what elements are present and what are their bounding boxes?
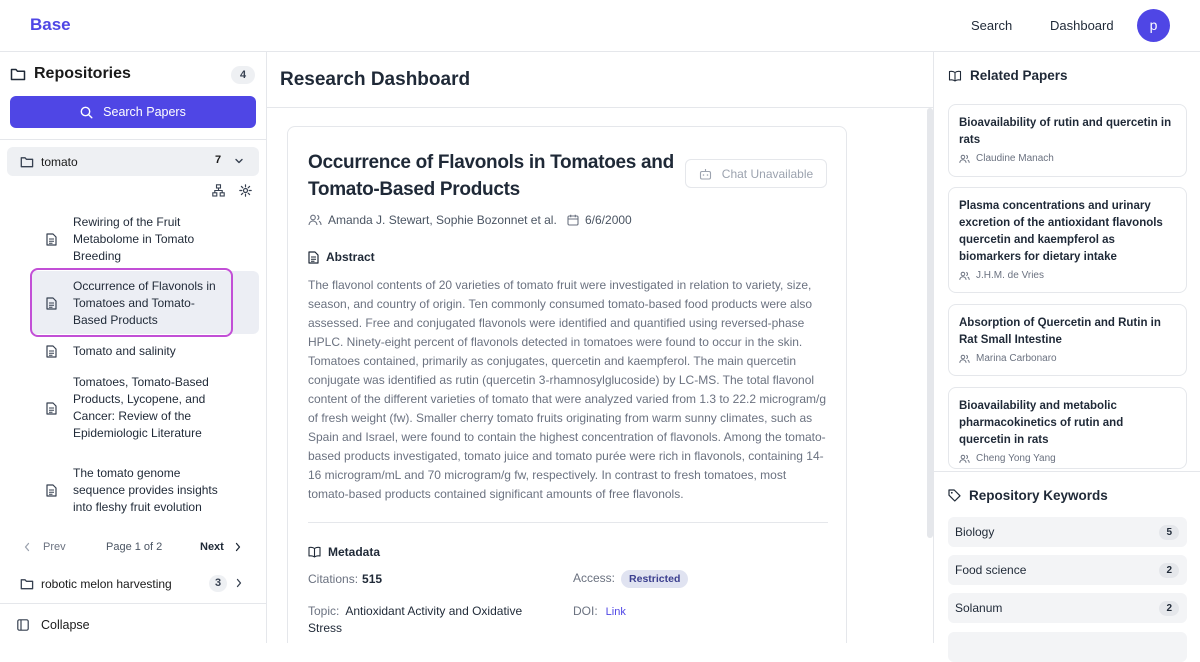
paper-item[interactable] (30, 214, 260, 265)
right-panel (933, 52, 1200, 643)
nav-search-link[interactable]: Search (971, 18, 1013, 33)
folder-icon (20, 156, 34, 168)
topic-value: Antioxidant Activity and Oxidative Stress (308, 604, 523, 635)
search-papers-label: Search Papers (103, 105, 186, 119)
repo-count-badge: 4 (231, 66, 255, 84)
related-paper-author: Claudine Manach (976, 153, 1054, 164)
divider (267, 107, 933, 108)
repo-name: robotic melon harvesting (41, 576, 172, 591)
keywords-title: Repository Keywords (969, 488, 1108, 503)
divider (0, 603, 267, 604)
related-paper-title: Bioavailability and metabolic pharmacokinetics of rutin and quercetin in rats (959, 400, 1124, 446)
metadata-heading (308, 545, 380, 559)
related-paper-author: Cheng Yong Yang (976, 453, 1056, 464)
doi-label: DOI: (573, 604, 598, 618)
next-page-button[interactable]: Next (200, 541, 224, 553)
divider (308, 522, 828, 523)
paper-title: Tomato and salinity (73, 343, 176, 358)
repo-tools (212, 184, 252, 197)
paper-title: Rewiring of the Fruit Metabolome in Tomato Breeding (73, 215, 195, 263)
date-line (567, 213, 632, 227)
access-field (573, 570, 688, 588)
citations-value: 515 (362, 572, 383, 586)
divider (0, 139, 267, 140)
chevron-right-icon[interactable] (235, 578, 243, 588)
doi-field (573, 604, 626, 618)
keyword-item[interactable] (948, 555, 1187, 585)
keyword-item[interactable] (948, 517, 1187, 547)
collapse-button[interactable] (17, 618, 90, 632)
authors-line (308, 213, 557, 227)
related-paper-card[interactable] (948, 187, 1187, 293)
related-paper-title: Absorption of Quercetin and Rutin in Rat Small Intestine (959, 317, 1161, 346)
keyword-count: 2 (1159, 563, 1179, 578)
users-icon (959, 154, 970, 164)
citations-field (308, 572, 382, 586)
repositories-sidebar (0, 52, 267, 643)
nav-dashboard-link[interactable]: Dashboard (1050, 18, 1114, 33)
sidebar-collapse-icon (17, 619, 29, 631)
related-paper-author-line (959, 353, 1176, 364)
keyword-item[interactable] (948, 632, 1187, 662)
document-icon (30, 484, 73, 497)
topic-field (308, 603, 548, 637)
access-badge: Restricted (621, 570, 688, 588)
abstract-heading-label: Abstract (326, 250, 375, 264)
keyword-name: Biology (955, 525, 995, 539)
related-paper-title: Plasma concentrations and urinary excretion of the antioxidant flavonols quercetin and kaempferol as biomarkers for dietary intake (959, 200, 1163, 263)
chevron-left-icon (23, 542, 31, 552)
chat-label: Chat Unavailable (721, 166, 814, 181)
folder-icon (20, 578, 34, 590)
keyword-count: 5 (1159, 525, 1179, 540)
paper-item[interactable] (30, 456, 260, 524)
main-panel (267, 52, 933, 643)
page-title: Research Dashboard (280, 69, 471, 90)
selected-paper-outline (30, 268, 233, 337)
related-paper-author-line (959, 453, 1176, 464)
keyword-name: Solanum (955, 601, 1003, 615)
document-icon (30, 402, 73, 415)
book-icon (948, 70, 962, 82)
abstract-heading (308, 250, 375, 264)
collapse-label: Collapse (41, 618, 90, 632)
access-label: Access: (573, 571, 616, 585)
prev-page-button[interactable]: Prev (43, 541, 66, 553)
repo-name: tomato (41, 154, 78, 169)
related-papers-header (948, 68, 1068, 83)
paper-title: The tomato genome sequence provides insights into fleshy fruit evolution (73, 465, 218, 514)
folder-icon (10, 67, 26, 81)
keyword-item[interactable] (948, 593, 1187, 623)
repositories-header (10, 65, 131, 83)
users-icon (959, 354, 970, 364)
repo-count: 3 (209, 575, 227, 592)
abstract-text: The flavonol contents of 20 varieties of tomato fruit were investigated in relation to variety, size, season, and country of origin. Ten commonly consumed tomato-based food products were also assessed. Free and conjugated flavonols were identified and quantified using reversed-phase HPLC. Ninety-eight percent of flavonols detected in tomatoes were found to occur in the skin. Tomatoes contained, primarily as conjugates, quercetin and kaempferol. The main quercetin conjugate was identified as rutin (quercetin 3-rhamnosylglucoside) by LC-MS. The total flavonol content of the different varieties of tomato that were analyzed varied from 1.3 to 22.2 microgram/g of fresh weight (fw). Smaller cherry tomato fruits originating from warm sunny climates, such as Spain and Israel, were found to contain the highest concentration of flavonols. Among the tomato-based products investigated, tomato juice and tomato purée were rich in flavonols, containing 14-16 microgram/mL and 70 microgram/g fw, respectively. In contrast to fresh tomatoes, most tomato-based products contained significant amounts of free flavonols. (308, 278, 827, 501)
paper-item[interactable] (30, 342, 260, 360)
topic-label: Topic: (308, 604, 340, 618)
metadata-heading-label: Metadata (328, 545, 381, 559)
doi-link[interactable]: Link (605, 606, 626, 618)
keywords-header (948, 488, 1108, 503)
related-paper-author-line (959, 270, 1176, 281)
authors: Amanda J. Stewart, Sophie Bozonnet et al. (328, 213, 557, 227)
users-icon (959, 454, 970, 464)
paper-title: Occurrence of Flavonols in Tomatoes and Tomato-Based Products (73, 279, 216, 327)
repo-item-robotic-melon-harvesting[interactable] (7, 570, 259, 597)
paper-item[interactable] (30, 374, 260, 442)
user-avatar[interactable]: p (1137, 9, 1170, 42)
document-icon (30, 233, 73, 246)
repositories-title: Repositories (34, 65, 131, 82)
related-paper-title: Bioavailability of rutin and quercetin in rats (959, 117, 1172, 146)
keyword-name: Food science (955, 563, 1027, 577)
repo-item-tomato[interactable] (7, 147, 259, 176)
gear-icon[interactable] (239, 184, 252, 197)
document-icon (30, 345, 73, 358)
chat-button[interactable] (685, 159, 827, 188)
related-paper-card[interactable] (948, 104, 1187, 177)
tag-icon (948, 489, 961, 502)
repo-count: 7 (215, 154, 222, 166)
related-paper-author-line (959, 153, 1176, 164)
paper-detail-card (287, 126, 847, 643)
paper-title: Tomatoes, Tomato-Based Products, Lycopene, and Cancer: Review of the Epidemiologic Literature (73, 375, 209, 440)
chevron-down-icon[interactable] (234, 156, 244, 166)
publication-date: 6/6/2000 (585, 213, 632, 227)
citations-label: Citations: (308, 572, 359, 586)
related-papers-title: Related Papers (970, 68, 1068, 83)
search-papers-button[interactable] (10, 96, 256, 128)
related-paper-card[interactable] (948, 387, 1187, 469)
page-indicator: Page 1 of 2 (106, 541, 163, 553)
related-paper-author: Marina Carbonaro (976, 353, 1057, 364)
search-icon (80, 106, 93, 119)
calendar-icon (567, 214, 579, 226)
paper-title: Occurrence of Flavonols in Tomatoes and Tomato-Based Products (308, 152, 674, 200)
users-icon (308, 214, 322, 226)
keyword-count: 2 (1159, 601, 1179, 616)
app-logo[interactable]: Base (30, 15, 71, 34)
divider (934, 471, 1200, 472)
document-icon (308, 251, 319, 264)
top-bar (0, 0, 1200, 52)
related-paper-card[interactable] (948, 304, 1187, 376)
bot-icon (699, 168, 712, 180)
users-icon (959, 271, 970, 281)
chevron-right-icon[interactable] (234, 542, 242, 552)
hierarchy-icon[interactable] (212, 184, 225, 197)
book-icon (308, 546, 321, 558)
related-paper-author: J.H.M. de Vries (976, 270, 1044, 281)
